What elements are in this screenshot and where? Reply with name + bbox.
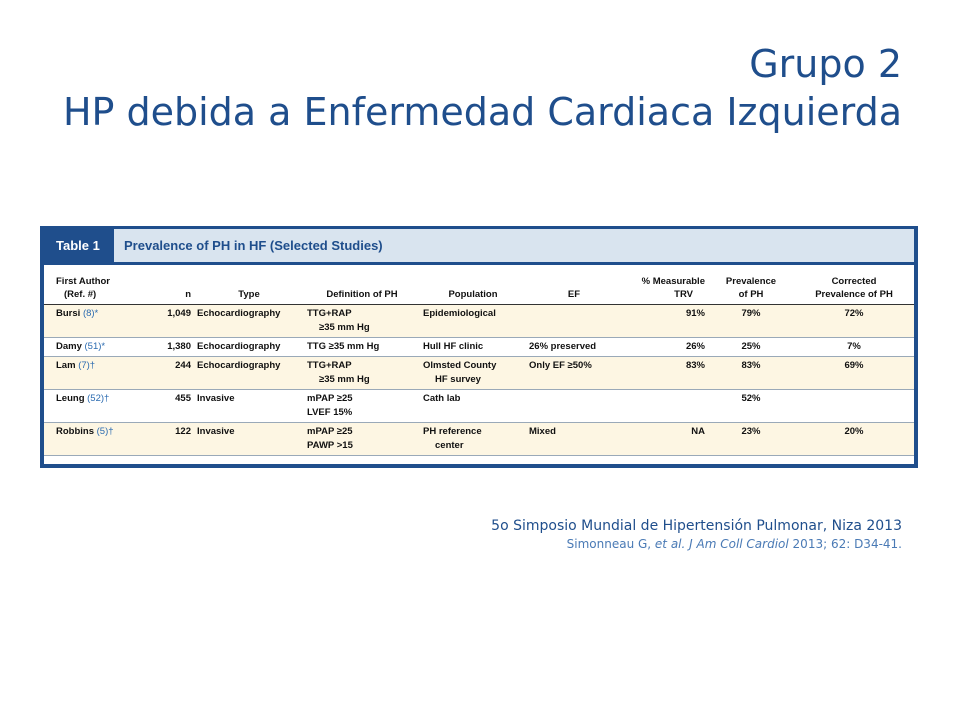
table-label: Table 1 bbox=[44, 229, 114, 262]
cell-population: Epidemiological bbox=[420, 305, 526, 338]
slide-title-line2: HP debida a Enfermedad Cardiaca Izquierda bbox=[62, 90, 902, 134]
col-header-type: Type bbox=[194, 265, 304, 305]
cell-n: 455 bbox=[146, 390, 194, 423]
cell-type: Echocardiography bbox=[194, 357, 304, 390]
cell-trv: NA bbox=[622, 423, 708, 456]
cell-author: Damy (51)* bbox=[44, 338, 146, 357]
cell-corrected: 69% bbox=[794, 357, 914, 390]
table-row bbox=[44, 423, 914, 456]
cell-definition: TTG+RAP ≥35 mm Hg bbox=[304, 357, 420, 390]
cell-type: Invasive bbox=[194, 423, 304, 456]
cell-type: Echocardiography bbox=[194, 305, 304, 338]
col-header-prevalence bbox=[708, 265, 794, 305]
cell-population: Olmsted County HF survey bbox=[420, 357, 526, 390]
reference-link[interactable]: (5)† bbox=[96, 426, 114, 437]
col-header-corrected bbox=[794, 265, 914, 305]
data-table bbox=[44, 265, 914, 456]
reference-link[interactable]: (51)* bbox=[84, 341, 106, 352]
cell-prevalence: 79% bbox=[708, 305, 794, 338]
header-prev-line2: of PH bbox=[738, 289, 764, 300]
cell-ef bbox=[526, 390, 622, 423]
table-row bbox=[44, 390, 914, 423]
col-header-ef: EF bbox=[526, 265, 622, 305]
cell-author: Leung (52)† bbox=[44, 390, 146, 423]
cell-ef: Mixed bbox=[526, 423, 622, 456]
cell-population: PH reference center bbox=[420, 423, 526, 456]
cell-population: Hull HF clinic bbox=[420, 338, 526, 357]
cell-definition: TTG ≥35 mm Hg bbox=[304, 338, 420, 357]
header-corr-line2: Prevalence of PH bbox=[815, 289, 893, 300]
citation bbox=[491, 516, 902, 552]
cell-type: Echocardiography bbox=[194, 338, 304, 357]
cell-prevalence: 52% bbox=[708, 390, 794, 423]
cell-n: 1,049 bbox=[146, 305, 194, 338]
cell-definition: mPAP ≥25 LVEF 15% bbox=[304, 390, 420, 423]
table-header-bar bbox=[44, 229, 914, 265]
cell-prevalence: 25% bbox=[708, 338, 794, 357]
reference-link[interactable]: (7)† bbox=[78, 360, 96, 371]
cell-corrected bbox=[794, 390, 914, 423]
col-header-author bbox=[44, 265, 146, 305]
col-header-trv bbox=[622, 265, 708, 305]
table-row bbox=[44, 305, 914, 338]
header-corr-line1: Corrected bbox=[831, 276, 877, 287]
col-header-population: Population bbox=[420, 265, 526, 305]
prevalence-table bbox=[40, 226, 918, 468]
cell-n: 122 bbox=[146, 423, 194, 456]
col-header-n: n bbox=[146, 265, 194, 305]
header-trv-line2: TRV bbox=[674, 289, 693, 300]
table-caption: Prevalence of PH in HF (Selected Studies) bbox=[124, 238, 383, 253]
cell-corrected: 7% bbox=[794, 338, 914, 357]
cell-ef bbox=[526, 305, 622, 338]
header-prev-line1: Prevalence bbox=[725, 276, 777, 287]
header-author-line2: (Ref. #) bbox=[64, 289, 97, 300]
table-row bbox=[44, 338, 914, 357]
cell-author: Bursi (8)* bbox=[44, 305, 146, 338]
cell-corrected: 20% bbox=[794, 423, 914, 456]
table-body bbox=[44, 265, 914, 464]
slide-title bbox=[22, 40, 902, 136]
cell-ef: Only EF ≥50% bbox=[526, 357, 622, 390]
table-row bbox=[44, 357, 914, 390]
cell-prevalence: 23% bbox=[708, 423, 794, 456]
slide-title-line1: Grupo 2 bbox=[749, 42, 902, 86]
cell-trv: 83% bbox=[622, 357, 708, 390]
table-header-row bbox=[44, 265, 914, 305]
col-header-definition: Definition of PH bbox=[304, 265, 420, 305]
reference-link[interactable]: (8)* bbox=[82, 308, 99, 319]
cell-trv: 91% bbox=[622, 305, 708, 338]
cell-trv: 26% bbox=[622, 338, 708, 357]
header-author-line1: First Author bbox=[56, 276, 111, 287]
cell-population: Cath lab bbox=[420, 390, 526, 423]
cell-definition: TTG+RAP ≥35 mm Hg bbox=[304, 305, 420, 338]
cell-type: Invasive bbox=[194, 390, 304, 423]
reference-link[interactable]: (52)† bbox=[87, 393, 110, 404]
cell-trv bbox=[622, 390, 708, 423]
citation-source: 5o Simposio Mundial de Hipertensión Pulmonar, Niza 2013 bbox=[491, 518, 902, 534]
citation-reference: Simonneau G, et al. J Am Coll Cardiol 2013; 62: D34-41. bbox=[566, 537, 902, 551]
cell-author: Lam (7)† bbox=[44, 357, 146, 390]
cell-prevalence: 83% bbox=[708, 357, 794, 390]
cell-ef: 26% preserved bbox=[526, 338, 622, 357]
cell-corrected: 72% bbox=[794, 305, 914, 338]
cell-definition: mPAP ≥25 PAWP >15 bbox=[304, 423, 420, 456]
cell-n: 1,380 bbox=[146, 338, 194, 357]
header-trv-line1: % Measurable bbox=[641, 276, 705, 287]
cell-n: 244 bbox=[146, 357, 194, 390]
cell-author: Robbins (5)† bbox=[44, 423, 146, 456]
